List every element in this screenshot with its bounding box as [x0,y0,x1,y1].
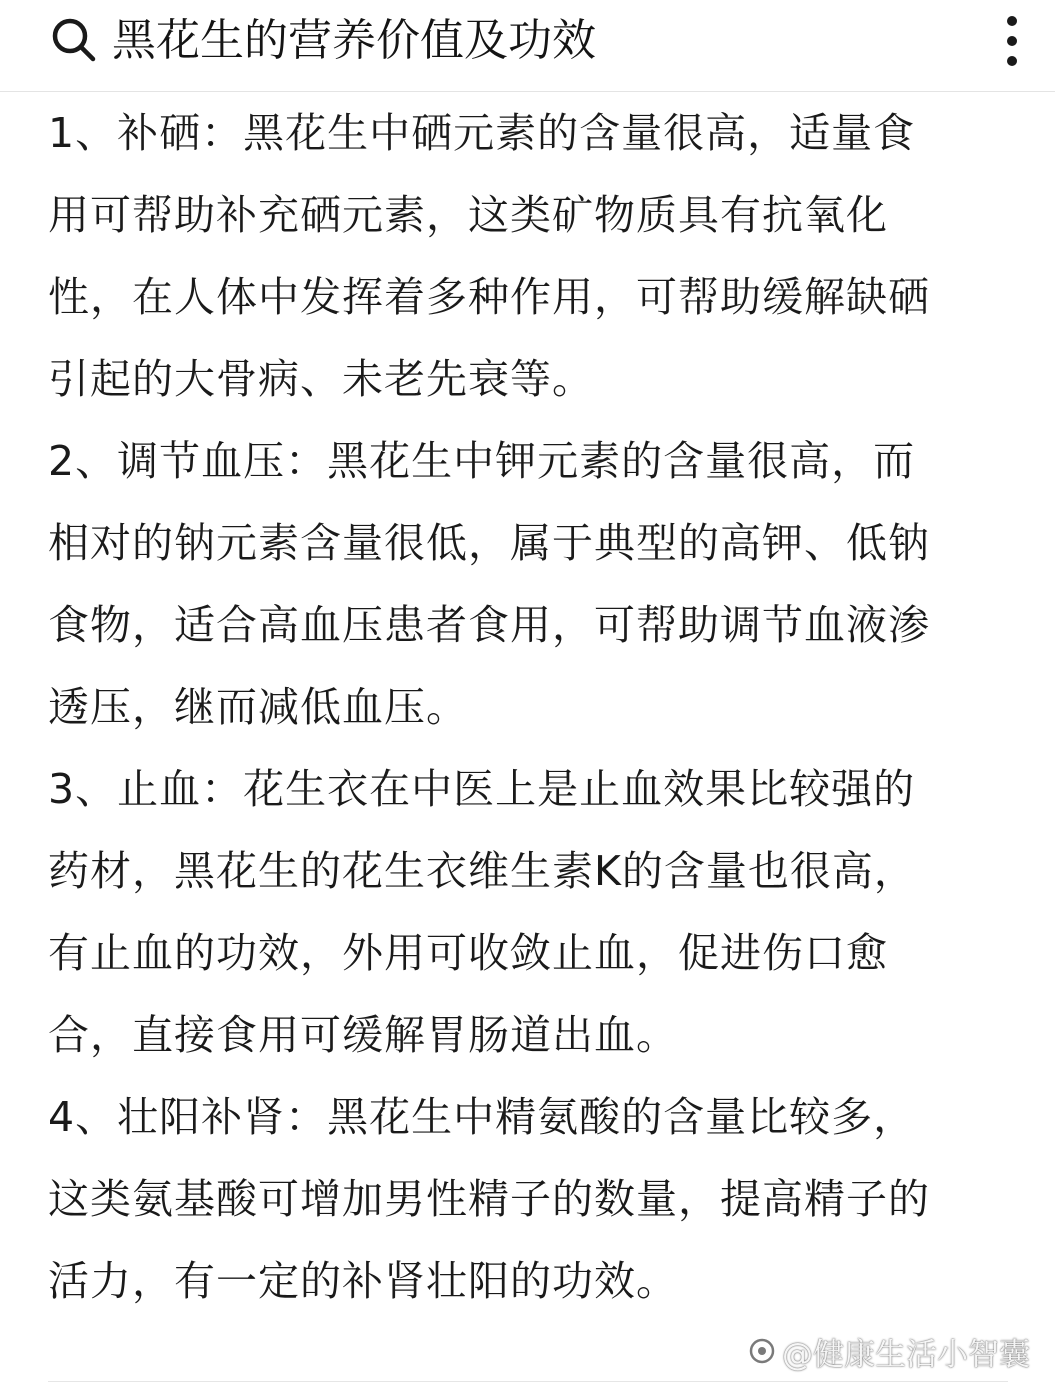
more-vertical-icon-dot [1007,36,1017,46]
search-query-text[interactable]: 黑花生的营养价值及功效 [112,15,596,66]
search-icon[interactable] [48,14,100,66]
paragraph-stop-bleeding: 3、止血：花生衣在中医上是止血效果比较强的 药材，黑花生的花生衣维生素K的含量也很高， 有止血的功效，外用可收敛止血，促进伤口愈 合，直接食用可缓解胃肠道出血。 [48,765,916,1059]
watermark-logo-icon [748,1337,776,1365]
bottom-divider [48,1381,1008,1382]
paragraph-supplement-selenium: 1、补硒：黑花生中硒元素的含量很高，适量食 用可帮助补充硒元素，这类矿物质具有抗氧化 性，在人体中发挥着多种作用，可帮助缓解缺硒 引起的大骨病、未老先衰等。 [48,109,930,403]
article-body [48,92,1018,1322]
paragraph-kidney-tonic: 4、壮阳补肾：黑花生中精氨酸的含量比较多， 这类氨基酸可增加男性精子的数量，提高精子的 活力，有一定的补肾壮阳的功效。 [48,1093,930,1305]
more-vertical-icon-dot [1007,16,1017,26]
watermark [748,1331,1030,1371]
paragraph-regulate-blood-pressure: 2、调节血压：黑花生中钾元素的含量很高，而 相对的钠元素含量很低，属于典型的高钾、低钠 食物，适合高血压患者食用，可帮助调节血液渗 透压，继而减低血压。 [48,437,930,731]
watermark-text: @健康生活小智囊 [782,1336,1030,1373]
search-header [0,0,1055,92]
more-options-button[interactable] [988,10,1036,72]
more-vertical-icon-dot [1007,56,1017,66]
